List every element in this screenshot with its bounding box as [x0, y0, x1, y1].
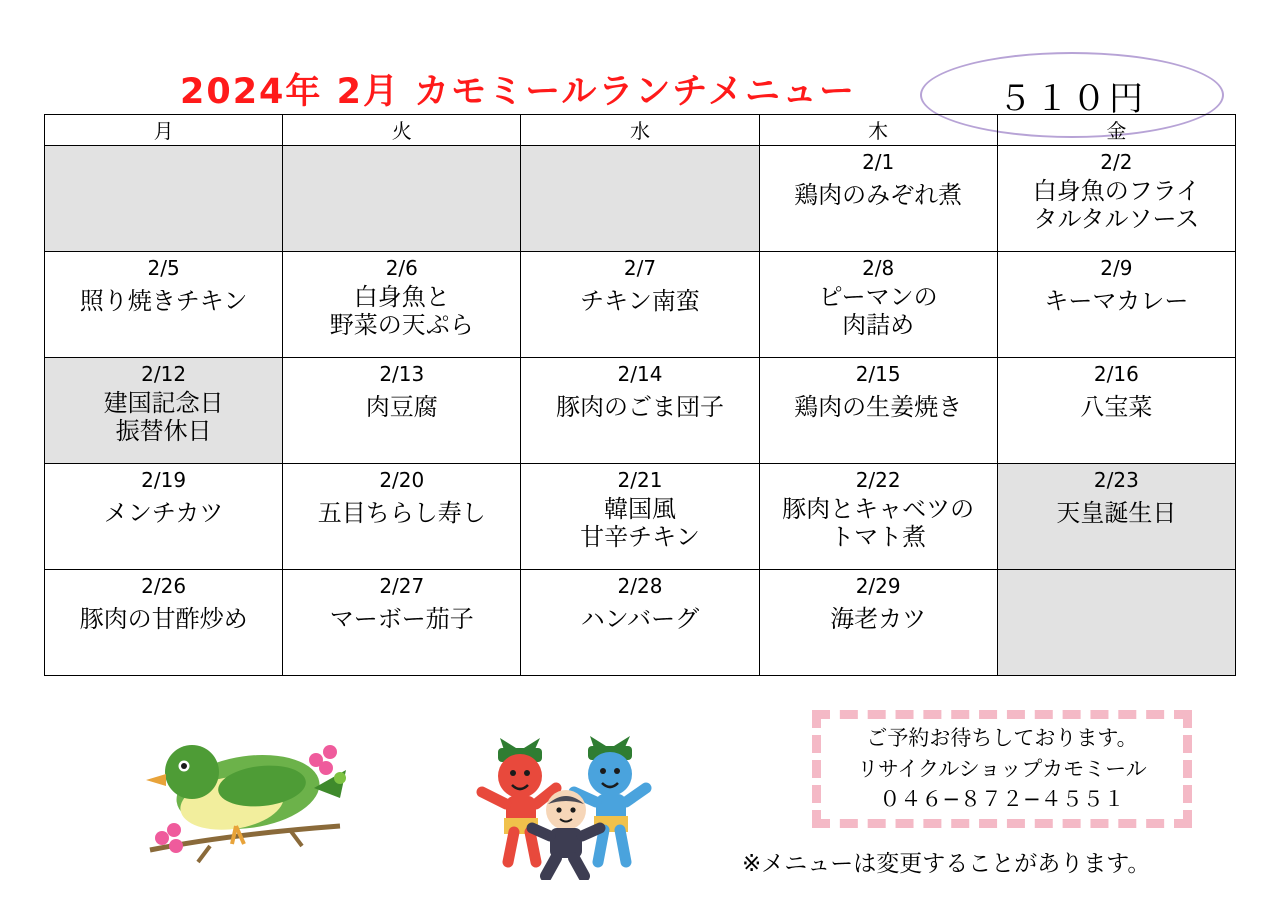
calendar-date-label: 2/5	[147, 256, 180, 280]
reservation-info-box	[812, 710, 1192, 828]
weekday-header-thu: 木	[759, 115, 997, 146]
calendar-day-cell	[997, 252, 1235, 358]
calendar-day-cell	[45, 358, 283, 464]
calendar-menu-label: メンチカツ	[103, 499, 224, 527]
calendar-menu-label: チキン南蛮	[580, 287, 700, 315]
calendar-menu-label: 鶏肉のみぞれ煮	[794, 181, 963, 209]
calendar-date-label: 2/26	[141, 574, 187, 598]
calendar-day-cell	[283, 252, 521, 358]
calendar-menu-label: 白身魚のフライ タルタルソース	[1032, 177, 1201, 234]
calendar-menu-label: 豚肉とキャベツの トマト煮	[782, 495, 975, 552]
calendar-week-row	[45, 358, 1236, 464]
reservation-phone-number: ０４６−８７２−４５５１	[879, 787, 1125, 812]
calendar-day-cell	[759, 358, 997, 464]
calendar-empty-cell	[997, 570, 1235, 676]
calendar-menu-label: 建国記念日 振替休日	[103, 389, 224, 446]
calendar-menu-label: 肉豆腐	[365, 393, 438, 421]
calendar-day-cell	[521, 570, 759, 676]
calendar-date-label: 2/2	[1100, 150, 1133, 174]
calendar-menu-label: 韓国風 甘辛チキン	[580, 495, 700, 552]
calendar-day-cell	[45, 464, 283, 570]
calendar-menu-label: マーボー茄子	[329, 605, 474, 633]
calendar-date-label: 2/7	[623, 256, 657, 280]
calendar-day-cell	[283, 358, 521, 464]
calendar-date-label: 2/20	[379, 468, 425, 492]
calendar-date-label: 2/28	[617, 574, 663, 598]
calendar-week-row	[45, 252, 1236, 358]
calendar-menu-label: 八宝菜	[1080, 393, 1153, 421]
calendar-day-cell	[283, 570, 521, 676]
calendar-week-row	[45, 464, 1236, 570]
reservation-shop-name: リサイクルショップカモミール	[857, 756, 1147, 781]
calendar-menu-label: 豚肉のごま団子	[555, 393, 724, 421]
calendar-date-label: 2/23	[1093, 468, 1139, 492]
calendar-date-label: 2/14	[617, 362, 663, 386]
calendar-day-cell	[759, 146, 997, 252]
calendar-day-cell	[45, 570, 283, 676]
calendar-date-label: 2/19	[141, 468, 187, 492]
calendar-menu-label: キーマカレー	[1044, 287, 1189, 315]
calendar-day-cell	[521, 358, 759, 464]
calendar-day-cell	[521, 464, 759, 570]
calendar-menu-label: 照り焼きチキン	[79, 287, 248, 315]
weekday-header-mon: 月	[45, 115, 283, 146]
calendar-date-label: 2/29	[855, 574, 901, 598]
calendar-menu-label: 五目ちらし寿し	[317, 499, 486, 527]
setsubun-oni-illustration	[470, 700, 670, 880]
calendar-empty-cell	[521, 146, 759, 252]
calendar-menu-label: 鶏肉の生姜焼き	[794, 393, 963, 421]
calendar-day-cell	[997, 358, 1235, 464]
calendar-day-cell	[283, 464, 521, 570]
calendar-day-cell	[997, 464, 1235, 570]
calendar-week-row	[45, 146, 1236, 252]
calendar-date-label: 2/12	[141, 362, 187, 386]
weekday-header-fri: 金	[997, 115, 1235, 146]
page-header	[0, 30, 1280, 119]
calendar-menu-label	[521, 151, 758, 159]
page-title: 2024年 2月 カモミールランチメニュー	[180, 72, 857, 112]
calendar-date-label: 2/22	[855, 468, 901, 492]
calendar-date-label: 2/9	[1100, 256, 1133, 280]
calendar-empty-cell	[283, 146, 521, 252]
calendar-menu-label	[45, 151, 282, 159]
calendar-date-label: 2/16	[1093, 362, 1139, 386]
calendar-body	[45, 146, 1236, 676]
bird-on-branch-illustration	[140, 700, 350, 880]
calendar-menu-label: 海老カツ	[830, 605, 927, 633]
menu-change-note: ※メニューは変更することがあります。	[742, 851, 1151, 877]
calendar-date-label: 2/27	[379, 574, 425, 598]
calendar-day-cell	[759, 252, 997, 358]
calendar-date-label: 2/15	[855, 362, 901, 386]
calendar-date-label: 2/8	[862, 256, 895, 280]
calendar-week-row	[45, 570, 1236, 676]
calendar-menu-label	[283, 151, 520, 159]
calendar-menu-label: ハンバーグ	[580, 605, 700, 633]
calendar-date-label: 2/6	[385, 256, 418, 280]
weekday-header-row	[45, 115, 1236, 146]
calendar-day-cell	[997, 146, 1235, 252]
weekday-header-tue: 火	[283, 115, 521, 146]
calendar-menu-label: 白身魚と 野菜の天ぷら	[329, 283, 474, 340]
lunch-menu-calendar	[44, 114, 1236, 676]
calendar-date-label: 2/21	[617, 468, 663, 492]
calendar-menu-label: ピーマンの 肉詰め	[818, 283, 938, 340]
reservation-line-1: ご予約お待ちしております。	[866, 726, 1138, 751]
price-label: ５１０円	[998, 78, 1146, 119]
calendar-day-cell	[45, 252, 283, 358]
calendar-date-label: 2/13	[379, 362, 425, 386]
calendar-menu-label: 豚肉の甘酢炒め	[79, 605, 248, 633]
calendar-day-cell	[759, 570, 997, 676]
weekday-header-wed: 水	[521, 115, 759, 146]
calendar-menu-label	[998, 575, 1235, 583]
calendar-menu-label: 天皇誕生日	[1056, 499, 1177, 527]
calendar-empty-cell	[45, 146, 283, 252]
calendar-day-cell	[759, 464, 997, 570]
calendar-day-cell	[521, 252, 759, 358]
calendar-date-label: 2/1	[862, 150, 895, 174]
